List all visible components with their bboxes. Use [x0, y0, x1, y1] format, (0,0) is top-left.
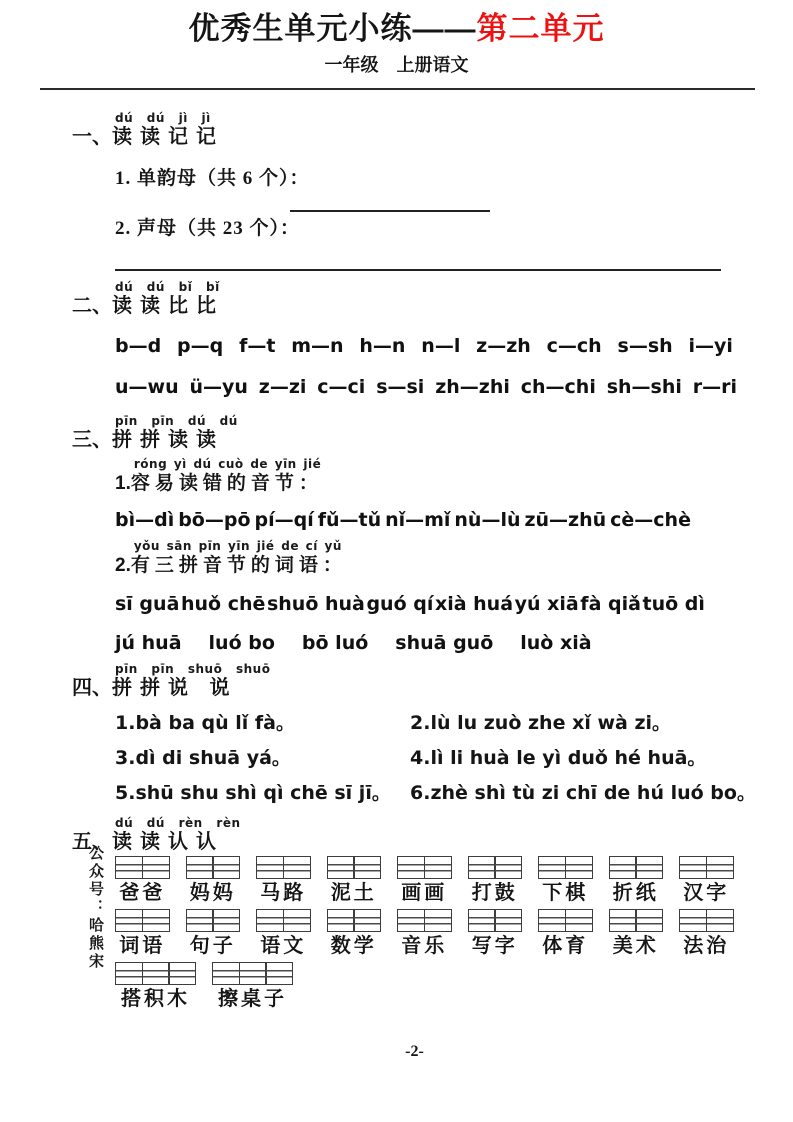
section-spell-say: [72, 663, 757, 805]
sentence: 3.dì di shuā yá。: [115, 747, 291, 769]
pair: r—ri: [692, 376, 737, 398]
item-single-vowels: 1. 单韵母（共 6 个）：: [115, 168, 310, 189]
word-item: [327, 856, 382, 907]
pair: u—wu: [115, 376, 179, 398]
syllable-pair: zū—zhū: [524, 509, 607, 531]
word-label: 泥土: [330, 882, 377, 904]
answer-blank-initials[interactable]: [115, 269, 721, 271]
word-label: 打鼓: [471, 882, 518, 904]
word-item: [468, 856, 523, 907]
word-label: 爸爸: [119, 882, 166, 904]
word-grid-row-3: [115, 962, 757, 1013]
three-spell-words-row-2: [115, 631, 757, 655]
pinyin-grid[interactable]: [256, 856, 311, 879]
watermark-public-account: 公众号：哈熊宋: [87, 845, 104, 971]
pair: c—ci: [317, 376, 366, 398]
word-label: 马路: [260, 882, 307, 904]
section3-heading: [72, 415, 757, 453]
section-read-remember: [72, 112, 757, 271]
sentence: 1.bà ba qù lǐ fà。: [115, 712, 295, 734]
title-black-part: 优秀生单元小练——: [188, 11, 477, 46]
pinyin-grid[interactable]: [679, 856, 734, 879]
pinyin-grid[interactable]: [468, 909, 523, 932]
word-item: [256, 909, 311, 960]
pinyin-word: shuō huà: [266, 593, 365, 615]
worksheet-header: [0, 0, 793, 77]
item-initials: 2. 声母（共 23 个）：: [115, 218, 301, 239]
pinyin-word: bō luó: [301, 632, 369, 654]
pinyin-word: sī guā: [115, 593, 180, 615]
word-item: [115, 909, 170, 960]
word-item: [609, 909, 664, 960]
section5-title: 读读认认: [112, 831, 224, 853]
word-item: [609, 856, 664, 907]
pair: i—yi: [688, 335, 733, 357]
pinyin-grid[interactable]: [397, 856, 452, 879]
word-label: 画画: [401, 882, 448, 904]
section2-heading: [72, 281, 757, 319]
syllable-pair: fǔ—tǔ: [317, 509, 382, 531]
sub1-heading: [115, 458, 757, 497]
pinyin-word: huǒ chē: [180, 593, 266, 615]
pair: z—zh: [476, 335, 531, 357]
section1-index: 一、: [72, 126, 112, 148]
pair: b—d: [115, 335, 162, 357]
worksheet-content: [0, 112, 793, 1061]
pinyin-grid[interactable]: [115, 962, 196, 985]
compare-row-2: [115, 375, 737, 399]
pair: c—ch: [546, 335, 602, 357]
word-label: 语文: [260, 935, 307, 957]
word-item: [212, 962, 293, 1013]
pinyin-grid[interactable]: [327, 856, 382, 879]
word-item: [397, 909, 452, 960]
sub1-pinyin: róng yì dú cuò de yīn jié: [133, 457, 322, 471]
pinyin-word: luó bo: [208, 632, 275, 654]
sub2-label: 有三拼音节的词语：: [130, 555, 347, 576]
pinyin-grid[interactable]: [609, 856, 664, 879]
word-label: 擦桌子: [218, 988, 287, 1010]
section3-title: 拼拼读读: [112, 429, 224, 451]
pinyin-word: luò xià: [520, 632, 592, 654]
pair: ch—chi: [520, 376, 596, 398]
pinyin-word: shuā guō: [395, 632, 494, 654]
word-grid-row-2: [115, 909, 757, 960]
section5-index: 五、: [72, 831, 112, 853]
pair: s—si: [376, 376, 425, 398]
pair: p—q: [177, 335, 224, 357]
sentence: 2.lù lu zuò zhe xǐ wà zi。: [410, 712, 672, 734]
word-label: 美术: [612, 935, 659, 957]
pinyin-sentences: [115, 711, 757, 805]
word-label: 折纸: [612, 882, 659, 904]
pair: s—sh: [617, 335, 673, 357]
word-item: [679, 909, 734, 960]
sentence: 4.lì li huà le yì duǒ hé huā。: [410, 747, 707, 769]
section2-title: 读读比比: [112, 295, 224, 317]
pinyin-grid[interactable]: [186, 856, 241, 879]
pair: z—zi: [258, 376, 307, 398]
pair: sh—shi: [606, 376, 682, 398]
word-label: 音乐: [401, 935, 448, 957]
header-divider: [40, 88, 755, 90]
syllable-pair: bì—dì: [115, 509, 175, 531]
syllable-pair: nǐ—mǐ: [385, 509, 451, 531]
pinyin-word: xià huá: [434, 593, 514, 615]
word-item: [115, 962, 196, 1013]
word-label: 体育: [542, 935, 589, 957]
word-label: 妈妈: [189, 882, 236, 904]
syllable-pair: cè—chè: [610, 509, 691, 531]
pinyin-word: guó qí: [366, 593, 434, 615]
pinyin-word: fà qiǎ: [580, 593, 641, 615]
section1-title: 读读记记: [112, 126, 224, 148]
page-number: -2-: [405, 1043, 424, 1060]
word-item: [538, 856, 593, 907]
answer-blank-vowels[interactable]: [290, 210, 490, 212]
section4-heading: [72, 663, 757, 701]
pinyin-grid[interactable]: [115, 909, 170, 932]
word-grid-row-1: [115, 856, 757, 907]
three-spell-words-row-1: [115, 592, 705, 616]
section4-title: 拼拼说 说: [112, 677, 238, 699]
word-label: 写字: [471, 935, 518, 957]
syllable-pair: pí—qí: [254, 509, 314, 531]
word-label: 汉字: [683, 882, 730, 904]
sub2-heading: [115, 540, 757, 579]
section1-pinyin: dú dú jì jì: [115, 111, 211, 125]
pinyin-word: tuō dì: [642, 593, 705, 615]
pinyin-grid[interactable]: [538, 909, 593, 932]
word-label: 搭积木: [121, 988, 190, 1010]
section-spell-read: [72, 415, 757, 655]
sub1-label: 容易读错的音节：: [130, 473, 323, 494]
sentence: 6.zhè shì tù zi chī de hú luó bo。: [410, 782, 756, 804]
word-label: 词语: [119, 935, 166, 957]
section4-index: 四、: [72, 677, 112, 699]
word-label: 句子: [189, 935, 236, 957]
section4-pinyin: pīn pīn shuō shuō: [115, 662, 271, 676]
sub2-pinyin: yǒu sān pīn yīn jié de cí yǔ: [133, 539, 342, 553]
word-label: 下棋: [542, 882, 589, 904]
word-label: 法治: [683, 935, 730, 957]
error-prone-syllables: [115, 508, 691, 532]
pinyin-word: yú xiā: [514, 593, 579, 615]
pair: n—l: [421, 335, 461, 357]
section1-heading: [72, 112, 757, 150]
word-item: [186, 909, 241, 960]
syllable-pair: nù—lù: [454, 509, 521, 531]
section-read-compare: [72, 281, 757, 399]
section-read-recognize: [72, 817, 757, 1013]
pinyin-grid[interactable]: [679, 909, 734, 932]
section5-pinyin: dú dú rèn rèn: [115, 816, 241, 830]
syllable-pair: bō—pō: [178, 509, 251, 531]
section2-index: 二、: [72, 295, 112, 317]
pinyin-grid[interactable]: [186, 909, 241, 932]
word-item: [468, 909, 523, 960]
pair: zh—zhi: [435, 376, 510, 398]
sub2-number: 2.: [115, 555, 131, 576]
title-red-part: 第二单元: [476, 11, 605, 46]
pinyin-grid[interactable]: [327, 909, 382, 932]
subtitle: 一年级 上册语文: [324, 55, 469, 75]
section5-heading: [72, 817, 757, 855]
pinyin-grid[interactable]: [256, 909, 311, 932]
section2-pinyin: dú dú bǐ bǐ: [115, 280, 220, 294]
pair: m—n: [291, 335, 344, 357]
pair: h—n: [359, 335, 406, 357]
sentence: 5.shū shu shì qì chē sī jī。: [115, 782, 391, 804]
section3-index: 三、: [72, 429, 112, 451]
word-item: [115, 856, 170, 907]
section3-pinyin: pīn pīn dú dú: [115, 414, 238, 428]
word-item: [256, 856, 311, 907]
word-label: 数学: [330, 935, 377, 957]
word-item: [397, 856, 452, 907]
pinyin-grid[interactable]: [609, 909, 664, 932]
pinyin-grid[interactable]: [397, 909, 452, 932]
pinyin-grid[interactable]: [212, 962, 293, 985]
word-item: [679, 856, 734, 907]
word-item: [327, 909, 382, 960]
word-item: [538, 909, 593, 960]
sub1-number: 1.: [115, 473, 131, 494]
page-title: [0, 10, 793, 48]
pair: f—t: [239, 335, 276, 357]
pair: ü—yu: [189, 376, 248, 398]
pinyin-word: jú huā: [115, 632, 182, 654]
compare-row-1: [115, 334, 733, 358]
word-item: [186, 856, 241, 907]
pinyin-grid[interactable]: [468, 856, 523, 879]
pinyin-grid[interactable]: [115, 856, 170, 879]
pinyin-grid[interactable]: [538, 856, 593, 879]
